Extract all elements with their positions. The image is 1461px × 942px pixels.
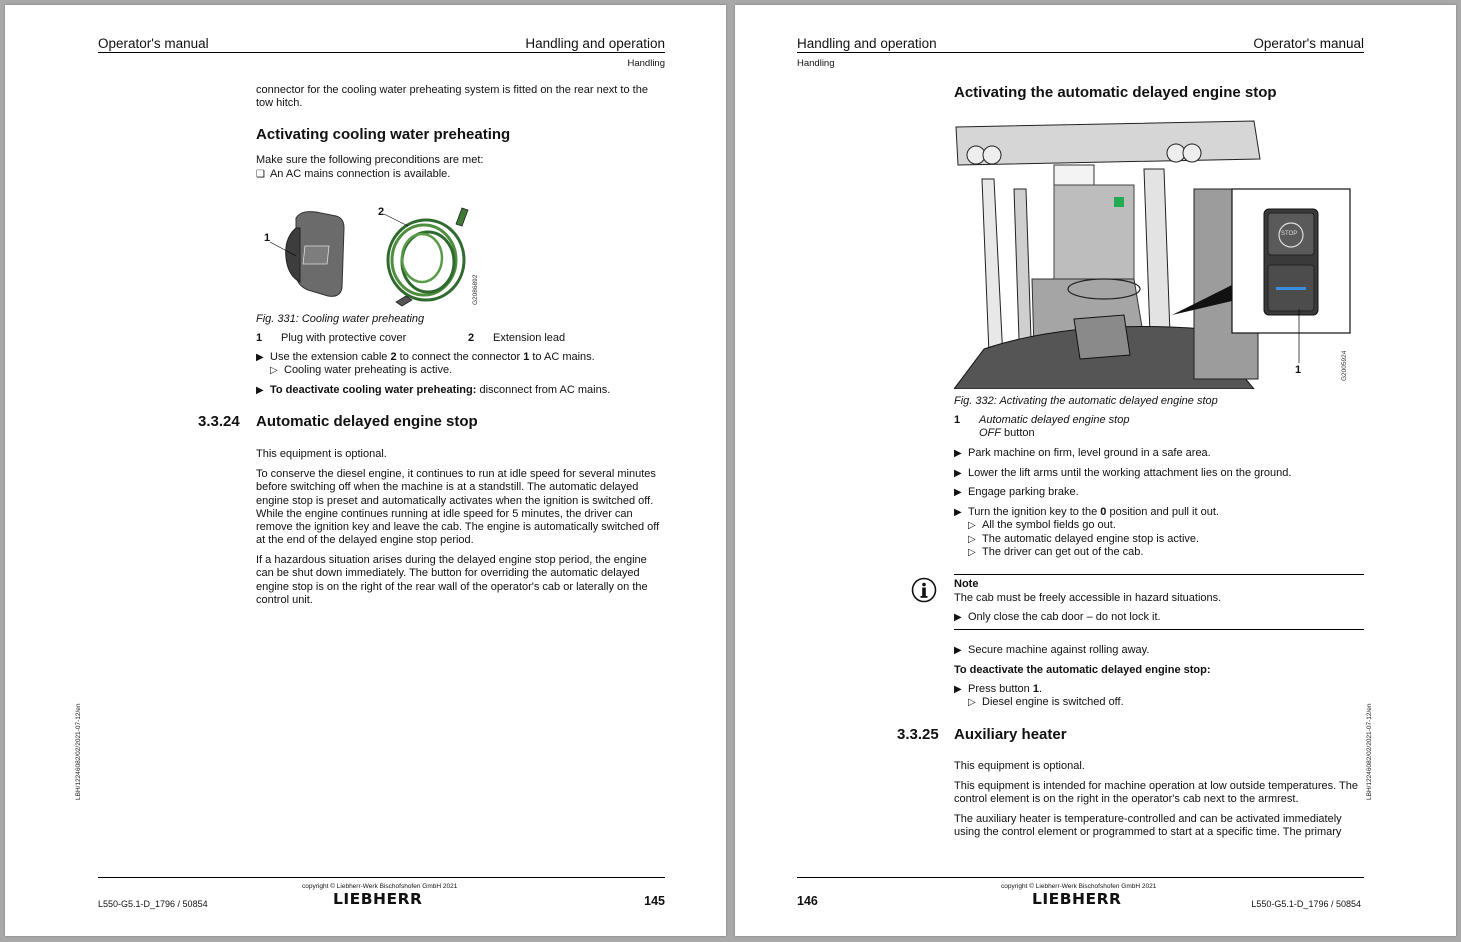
header-rule <box>797 52 1364 53</box>
arrow-icon: ▶ <box>954 645 962 656</box>
intro-text <box>256 84 676 111</box>
paragraph-temperature <box>954 813 1374 840</box>
paragraph-line: The auxiliary heater is temperature-controlled and can be activated immediately <box>954 813 1342 825</box>
result-text: The driver can get out of the cab. <box>982 545 1144 558</box>
step-lower <box>954 467 1374 480</box>
arrow-icon: ▶ <box>954 468 962 479</box>
step-ref: 2 <box>390 351 397 363</box>
step-ignition <box>954 506 1374 559</box>
header-right: Operator's manual <box>1253 36 1364 51</box>
callout-2: 2 <box>378 206 385 218</box>
header-right: Handling and operation <box>525 36 665 51</box>
footer-rule <box>797 877 1364 878</box>
page-146 <box>735 5 1456 936</box>
arrow-icon: ▶ <box>256 385 264 396</box>
paragraph-line: control unit. <box>256 593 313 606</box>
side-code: LBH/12246082/02/2021-07-12/en <box>1366 703 1373 800</box>
side-code: LBH/12246082/02/2021-07-12/en <box>75 703 82 800</box>
result-text: Diesel engine is switched off. <box>982 696 1124 709</box>
paragraph-conserve <box>256 468 676 548</box>
note-text: The cab must be freely accessible in hazard situations. <box>954 592 1222 604</box>
precondition-text: An AC mains connection is available. <box>269 168 451 180</box>
callout-1: 1 <box>1295 364 1302 376</box>
footer-rule <box>98 877 665 878</box>
step-ref: 0 <box>1100 506 1107 518</box>
copyright: copyright © Liebherr-Werk Bischofshofen GmbH 2021 <box>302 883 458 890</box>
figure-legend <box>954 414 1354 441</box>
figure-caption: Fig. 332: Activating the automatic delayed engine stop <box>954 395 1218 407</box>
step-text: position and pull it out. <box>1106 506 1219 518</box>
step-text: disconnect from AC mains. <box>476 384 611 396</box>
result-arrow-icon: ▷ <box>270 365 278 377</box>
arrow-icon: ▶ <box>954 684 962 695</box>
figure-code: G2005924 <box>1341 350 1348 381</box>
step-park <box>954 447 1374 460</box>
result-arrow-icon: ▷ <box>968 546 976 558</box>
arrow-icon: ▶ <box>954 507 962 518</box>
paragraph-line: at the end of the delayed engine stop period. <box>256 534 474 547</box>
header-sub: Handling <box>797 58 835 69</box>
step-text: Lower the lift arms until the working attachment lies on the ground. <box>968 467 1292 479</box>
result-arrow-icon: ▷ <box>968 533 976 545</box>
legend-line: Automatic delayed engine stop <box>979 414 1130 426</box>
intro-line: connector for the cooling water preheating system is fitted on the rear next to the <box>256 84 648 96</box>
step-result <box>954 533 1374 546</box>
header-rule <box>98 52 665 53</box>
header-sub: Handling <box>627 58 665 69</box>
step-text: . <box>1038 683 1043 695</box>
stop-label: STOP <box>1281 231 1298 237</box>
step-brake <box>954 486 1374 499</box>
legend-number: 1 <box>256 332 263 344</box>
step-text: Turn the ignition key to the <box>968 506 1101 518</box>
info-icon <box>911 577 937 608</box>
header-left: Operator's manual <box>98 36 209 51</box>
step-text: Park machine on firm, level ground in a safe area. <box>968 447 1211 459</box>
step-ref: 1 <box>523 351 530 363</box>
intro-line: tow hitch. <box>256 97 303 110</box>
legend-number: 2 <box>468 332 475 344</box>
step-press <box>954 683 1124 710</box>
deactivate-title: To deactivate the automatic delayed engine stop: <box>954 664 1211 676</box>
optional-text: This equipment is optional. <box>256 448 387 460</box>
step-result <box>256 364 676 377</box>
precondition-item <box>256 168 450 181</box>
step-text: Secure machine against rolling away. <box>968 644 1150 656</box>
step-extension-cable <box>256 351 676 378</box>
step-secure <box>954 644 1149 657</box>
paragraph-intended <box>954 780 1374 807</box>
step-text: Use the extension cable <box>270 351 391 363</box>
result-arrow-icon: ▷ <box>968 697 976 709</box>
legend-text: Extension lead <box>493 332 566 344</box>
step-deactivate <box>256 384 676 397</box>
doc-id: L550-G5.1-D_1796 / 50854 <box>1251 899 1361 909</box>
section-number: 3.3.25 <box>897 726 939 743</box>
step-text: Press button <box>968 683 1033 695</box>
paragraph-line: before switching off when the machine is at a standstill. The automatic delayed <box>256 481 639 494</box>
checkbox-icon: ❑ <box>256 169 265 180</box>
step-text: Engage parking brake. <box>968 486 1079 498</box>
paragraph-line: can be shut down immediately. The button for overriding the automatic delayed <box>256 567 640 580</box>
copyright: copyright © Liebherr-Werk Bischofshofen GmbH 2021 <box>1001 883 1157 890</box>
step-result <box>954 546 1374 559</box>
figure-code: G2086892 <box>472 274 479 305</box>
doc-id: L550-G5.1-D_1796 / 50854 <box>98 899 208 909</box>
paragraph-line: remove the ignition key and leave the cab. The engine is automatically switched off <box>256 521 660 534</box>
legend-text: Plug with protective cover <box>281 332 407 344</box>
note-title: Note <box>954 578 979 590</box>
optional-text: This equipment is optional. <box>954 760 1085 772</box>
result-arrow-icon: ▷ <box>968 520 976 532</box>
note-rule-bottom <box>954 629 1364 630</box>
note-rule-top <box>954 574 1364 575</box>
arrow-icon: ▶ <box>954 487 962 498</box>
step-result <box>954 696 1124 709</box>
page-number: 145 <box>644 894 665 908</box>
arrow-icon: ▶ <box>954 612 962 623</box>
step-text: Only close the cab door – do not lock it. <box>968 611 1161 623</box>
result-text: All the symbol fields go out. <box>982 519 1116 532</box>
legend-rest: button <box>1001 427 1035 440</box>
paragraph-line: While the engine continues running at idle speed for 5 minutes, the driver can <box>256 507 633 520</box>
legend-italic: OFF <box>979 427 1001 440</box>
paragraph-line: engine stop is on the right of the rear wall of the operator's cab or laterally on the <box>256 580 648 593</box>
paragraph-line: using the control element or programmed to start at a specific time. The primary <box>954 826 1342 839</box>
legend-number: 1 <box>954 414 961 426</box>
cab-interior-illustration <box>954 119 1354 389</box>
step-bold: To deactivate cooling water preheating: <box>270 384 477 396</box>
liebherr-logo: LIEBHERR <box>1032 890 1122 908</box>
header-left: Handling and operation <box>797 36 937 51</box>
step-text: to AC mains. <box>529 351 595 363</box>
figure-legend <box>256 332 666 345</box>
arrow-icon: ▶ <box>954 448 962 459</box>
step-ref: 1 <box>1032 683 1039 695</box>
paragraph-line: This equipment is intended for machine operation at low outside temperatures. The <box>954 780 1358 792</box>
paragraph-line: engine stop is preset and automatically activates when the ignition is switched off. <box>256 494 654 507</box>
paragraph-line: control element is on the right in the operator's cab next to the armrest. <box>954 793 1299 806</box>
step-text: to connect the connector <box>396 351 524 363</box>
figure-cooling-water-preheating <box>256 198 486 310</box>
section-title-activating: Activating the automatic delayed engine stop <box>954 84 1277 101</box>
liebherr-logo: LIEBHERR <box>333 890 423 908</box>
figure-cab-interior <box>954 119 1354 389</box>
page-number: 146 <box>797 894 818 908</box>
result-text: Cooling water preheating is active. <box>284 364 453 377</box>
paragraph-line: To conserve the diesel engine, it continues to run at idle speed for several minutes <box>256 468 656 480</box>
legend-text <box>979 414 1129 441</box>
step-result <box>954 519 1374 532</box>
section-number: 3.3.24 <box>198 413 240 430</box>
preconditions-text: Make sure the following preconditions are met: <box>256 154 484 166</box>
callout-1: 1 <box>264 232 271 244</box>
section-title-aux-heater: Auxiliary heater <box>954 726 1067 743</box>
page-145 <box>5 5 726 936</box>
section-title-preheating: Activating cooling water preheating <box>256 126 511 143</box>
arrow-icon: ▶ <box>256 352 264 363</box>
paragraph-line: If a hazardous situation arises during the delayed engine stop period, the engine <box>256 554 647 566</box>
plug-and-cable-illustration <box>256 198 486 310</box>
section-title-delayed-stop: Automatic delayed engine stop <box>256 413 478 430</box>
paragraph-hazard <box>256 554 676 607</box>
note-step <box>954 611 1161 624</box>
result-text: The automatic delayed engine stop is active. <box>982 532 1200 545</box>
figure-caption: Fig. 331: Cooling water preheating <box>256 313 425 325</box>
